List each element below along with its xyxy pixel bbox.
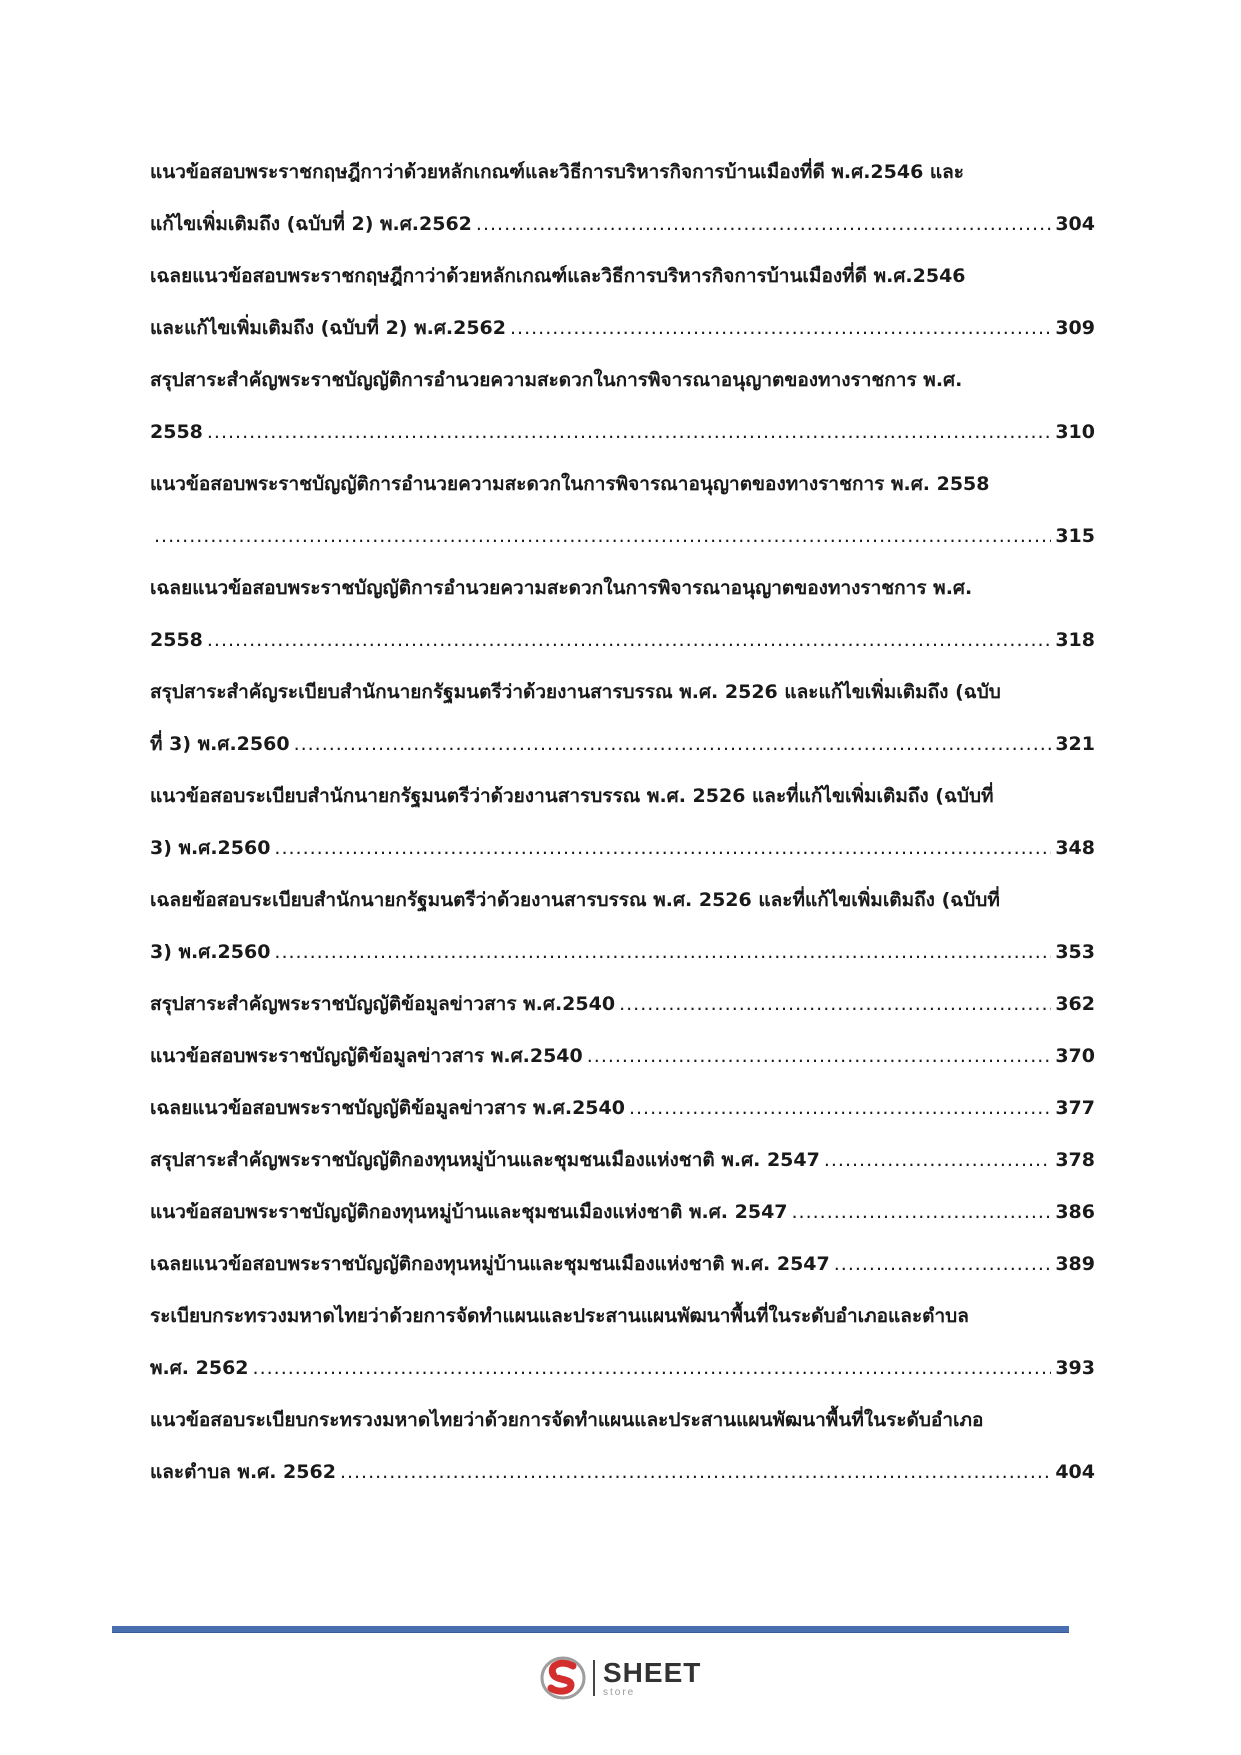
dot-leader — [824, 1134, 1051, 1186]
toc-entry[interactable] — [150, 562, 1095, 666]
toc-entry-title: เฉลยแนวข้อสอบพระราชบัญญัติการอำนวยความสะดวกในการพิจารณาอนุญาตของทางราชการ พ.ศ. — [150, 577, 973, 599]
sheet-store-logo — [539, 1652, 709, 1704]
dot-leader — [834, 1238, 1052, 1290]
toc-entry[interactable] — [150, 1134, 1095, 1186]
sheet-store-logo-icon — [539, 1654, 589, 1702]
toc-entry-title: สรุปสาระสำคัญพระราชบัญญัติกองทุนหมู่บ้านและชุมชนเมืองแห่งชาติ พ.ศ. 2547 — [150, 1149, 820, 1171]
logo-subtext: store — [603, 1686, 636, 1698]
toc-entry-title: สรุปสาระสำคัญพระราชบัญญัติการอำนวยความสะดวกในการพิจารณาอนุญาตของทางราชการ พ.ศ. — [150, 369, 963, 391]
toc-entry-title: เฉลยข้อสอบระเบียบสำนักนายกรัฐมนตรีว่าด้วยงานสารบรรณ พ.ศ. 2526 และที่แก้ไขเพิ่มเติมถึง (ฉบับที่ — [150, 889, 1000, 911]
dot-leader — [253, 1342, 1052, 1394]
toc-page-number: 370 — [1055, 1045, 1095, 1067]
dot-leader — [476, 198, 1051, 250]
toc-entry[interactable] — [150, 146, 1095, 250]
toc-entry-title-cont: พ.ศ. 2562 — [150, 1357, 249, 1379]
footer-divider — [112, 1626, 1069, 1633]
dot-leader — [510, 302, 1051, 354]
toc-entry-title: แนวข้อสอบพระราชบัญญัติการอำนวยความสะดวกในการพิจารณาอนุญาตของทางราชการ พ.ศ. 2558 — [150, 473, 990, 495]
toc-entry-title: เฉลยแนวข้อสอบพระราชบัญญัติกองทุนหมู่บ้านและชุมชนเมืองแห่งชาติ พ.ศ. 2547 — [150, 1253, 830, 1275]
toc-entry-title: แนวข้อสอบพระราชบัญญัติกองทุนหมู่บ้านและชุมชนเมืองแห่งชาติ พ.ศ. 2547 — [150, 1201, 788, 1223]
dot-leader — [274, 926, 1051, 978]
toc-entry-title: แนวข้อสอบระเบียบสำนักนายกรัฐมนตรีว่าด้วยงานสารบรรณ พ.ศ. 2526 และที่แก้ไขเพิ่มเติมถึง (ฉบับที่ — [150, 785, 994, 807]
toc-entry-title: สรุปสาระสำคัญพระราชบัญญัติข้อมูลข่าวสาร พ.ศ.2540 — [150, 993, 616, 1015]
toc-entry[interactable] — [150, 770, 1095, 874]
toc-entry[interactable] — [150, 1290, 1095, 1394]
toc-page-number: 318 — [1055, 629, 1095, 651]
toc-entry-title: สรุปสาระสำคัญระเบียบสำนักนายกรัฐมนตรีว่าด้วยงานสารบรรณ พ.ศ. 2526 และแก้ไขเพิ่มเติมถึง (ฉบับ — [150, 681, 1001, 703]
toc-page-number: 310 — [1055, 421, 1095, 443]
toc-entry-title: แนวข้อสอบระเบียบกระทรวงมหาดไทยว่าด้วยการจัดทำแผนและประสานแผนพัฒนาพื้นที่ในระดับอำเภอ — [150, 1409, 984, 1431]
toc-entry-title-cont: ที่ 3) พ.ศ.2560 — [150, 733, 290, 755]
toc-page-number: 348 — [1055, 837, 1095, 859]
toc-entry[interactable] — [150, 1394, 1095, 1498]
dot-leader — [619, 978, 1051, 1030]
toc-entry[interactable] — [150, 250, 1095, 354]
toc-page-number: 389 — [1055, 1253, 1095, 1275]
toc-page-number: 377 — [1055, 1097, 1095, 1119]
dot-leader — [154, 510, 1051, 562]
toc-page-number: 386 — [1055, 1201, 1095, 1223]
toc-entry[interactable] — [150, 1186, 1095, 1238]
toc-page-number: 304 — [1055, 213, 1095, 235]
dot-leader — [274, 822, 1051, 874]
toc-entry[interactable] — [150, 666, 1095, 770]
logo-wordmark — [603, 1656, 702, 1698]
toc-entry-title: แนวข้อสอบพระราชกฤษฎีกาว่าด้วยหลักเกณฑ์และวิธีการบริหารกิจการบ้านเมืองที่ดี พ.ศ.2546 และ — [150, 161, 965, 183]
toc-entry[interactable] — [150, 978, 1095, 1030]
toc-entry-title: เฉลยแนวข้อสอบพระราชบัญญัติข้อมูลข่าวสาร พ.ศ.2540 — [150, 1097, 625, 1119]
table-of-contents — [150, 146, 1095, 1498]
toc-entry-title-cont: 2558 — [150, 421, 203, 443]
toc-page-number: 315 — [1055, 525, 1095, 547]
dot-leader — [207, 406, 1051, 458]
toc-page-number: 321 — [1055, 733, 1095, 755]
dot-leader — [587, 1030, 1052, 1082]
toc-page-number: 353 — [1055, 941, 1095, 963]
dot-leader — [340, 1446, 1051, 1498]
toc-entry[interactable] — [150, 354, 1095, 458]
toc-entry-title-cont: 2558 — [150, 629, 203, 651]
toc-entry-title-cont: 3) พ.ศ.2560 — [150, 941, 271, 963]
toc-entry[interactable] — [150, 1082, 1095, 1134]
toc-entry[interactable] — [150, 1238, 1095, 1290]
toc-entry-title: เฉลยแนวข้อสอบพระราชกฤษฎีกาว่าด้วยหลักเกณฑ์และวิธีการบริหารกิจการบ้านเมืองที่ดี พ.ศ.2546 — [150, 265, 966, 287]
toc-entry[interactable] — [150, 1030, 1095, 1082]
logo-text: SHEET — [603, 1656, 702, 1688]
toc-page-number: 362 — [1055, 993, 1095, 1015]
toc-entry-title-cont: และแก้ไขเพิ่มเติมถึง (ฉบับที่ 2) พ.ศ.2562 — [150, 317, 506, 339]
toc-page-number: 404 — [1055, 1461, 1095, 1483]
toc-entry-title: ระเบียบกระทรวงมหาดไทยว่าด้วยการจัดทำแผนและประสานแผนพัฒนาพื้นที่ในระดับอำเภอและตำบล — [150, 1305, 969, 1327]
toc-entry-title-cont: แก้ไขเพิ่มเติมถึง (ฉบับที่ 2) พ.ศ.2562 — [150, 213, 472, 235]
toc-page-number: 309 — [1055, 317, 1095, 339]
toc-entry[interactable] — [150, 458, 1095, 562]
toc-entry-title-cont: และตำบล พ.ศ. 2562 — [150, 1461, 336, 1483]
toc-entry-title-cont: 3) พ.ศ.2560 — [150, 837, 271, 859]
dot-leader — [792, 1186, 1052, 1238]
toc-entry-title: แนวข้อสอบพระราชบัญญัติข้อมูลข่าวสาร พ.ศ.2540 — [150, 1045, 583, 1067]
dot-leader — [207, 614, 1051, 666]
toc-page-number: 393 — [1055, 1357, 1095, 1379]
dot-leader — [294, 718, 1052, 770]
dot-leader — [629, 1082, 1051, 1134]
toc-page-number: 378 — [1055, 1149, 1095, 1171]
logo-separator — [593, 1660, 595, 1696]
toc-entry[interactable] — [150, 874, 1095, 978]
